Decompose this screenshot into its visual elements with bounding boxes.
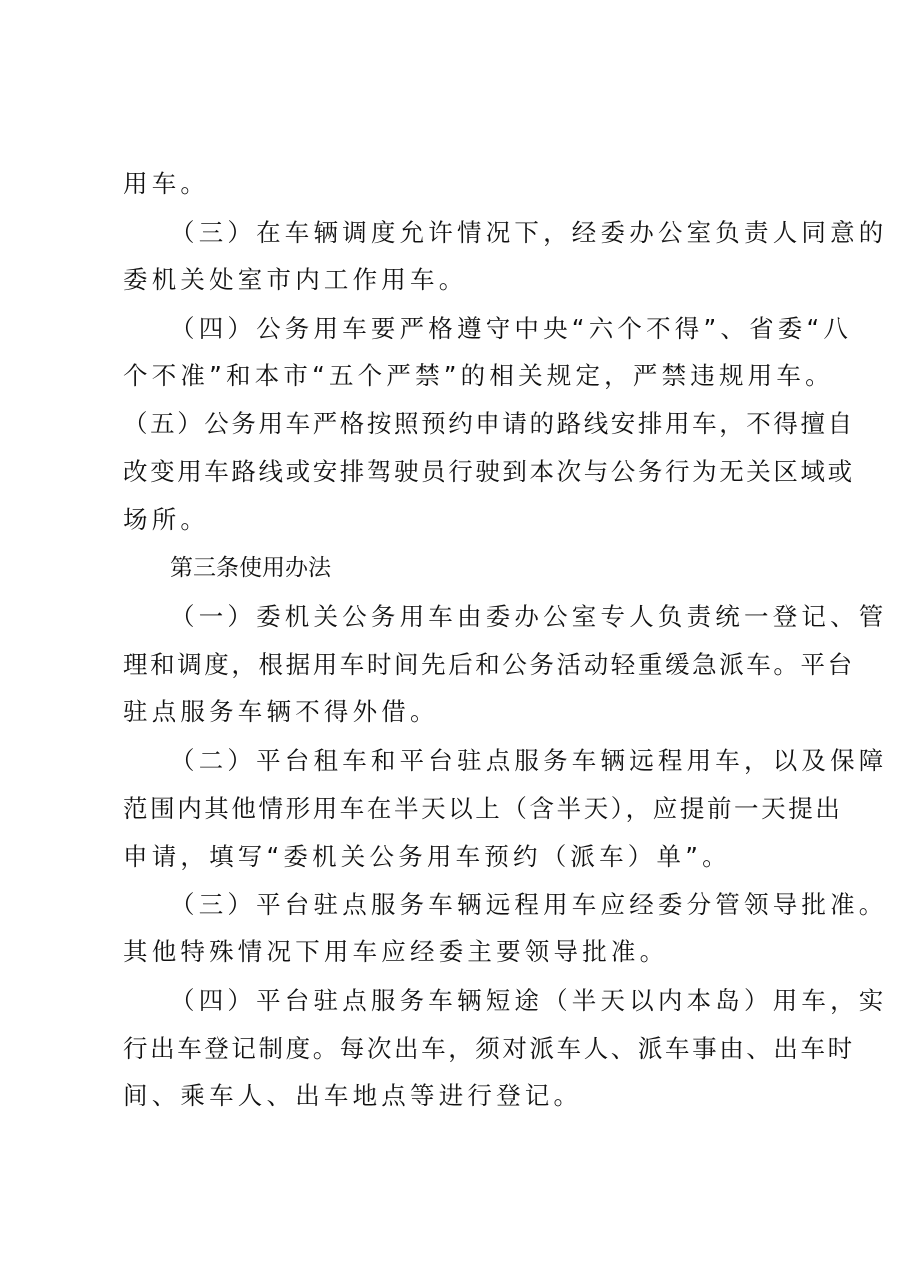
paragraph-line: 间、乘车人、出车地点等进行登记。 xyxy=(123,1081,583,1110)
paragraph-line: （四）平台驻点服务车辆短途（半天以内本岛）用车，实 xyxy=(170,986,888,1015)
paragraph-line: 个不准”和本市“五个严禁”的相关规定，严禁违规用车。 xyxy=(123,361,834,390)
paragraph-line: （四）公务用车要严格遵守中央“六个不得”、省委“八 xyxy=(170,314,853,343)
paragraph-line: 理和调度，根据用车时间先后和公务活动轻重缓急派车。平台 xyxy=(123,650,855,679)
paragraph-line: （五）公务用车严格按照预约申请的路线安排用车，不得擅自 xyxy=(123,409,855,438)
paragraph-line: 驻点服务车辆不得外借。 xyxy=(123,697,439,726)
paragraph-line: 申请，填写“委机关公务用车预约（派车）单”。 xyxy=(123,842,731,871)
section-heading: 第三条使用办法 xyxy=(170,555,331,581)
paragraph-line: （三）平台驻点服务车辆远程用车应经委分管领导批准。 xyxy=(170,890,888,919)
paragraph-line: （二）平台租车和平台驻点服务车辆远程用车，以及保障 xyxy=(170,746,888,775)
paragraph-line: 改变用车路线或安排驾驶员行驶到本次与公务行为无关区域或 xyxy=(123,457,855,486)
paragraph-line: （三）在车辆调度允许情况下，经委办公室负责人同意的 xyxy=(170,218,888,247)
paragraph-line: 用车。 xyxy=(123,169,210,198)
paragraph-line: 其他特殊情况下用车应经委主要领导批准。 xyxy=(123,937,669,966)
paragraph-line: 范围内其他情形用车在半天以上（含半天），应提前一天提出 xyxy=(123,794,843,823)
paragraph-line: （一）委机关公务用车由委办公室专人负责统一登记、管 xyxy=(170,602,888,631)
paragraph-line: 委机关处室市内工作用车。 xyxy=(123,265,468,294)
paragraph-line: 行出车登记制度。每次出车，须对派车人、派车事由、出车时 xyxy=(123,1034,855,1063)
paragraph-line: 场所。 xyxy=(123,505,210,534)
